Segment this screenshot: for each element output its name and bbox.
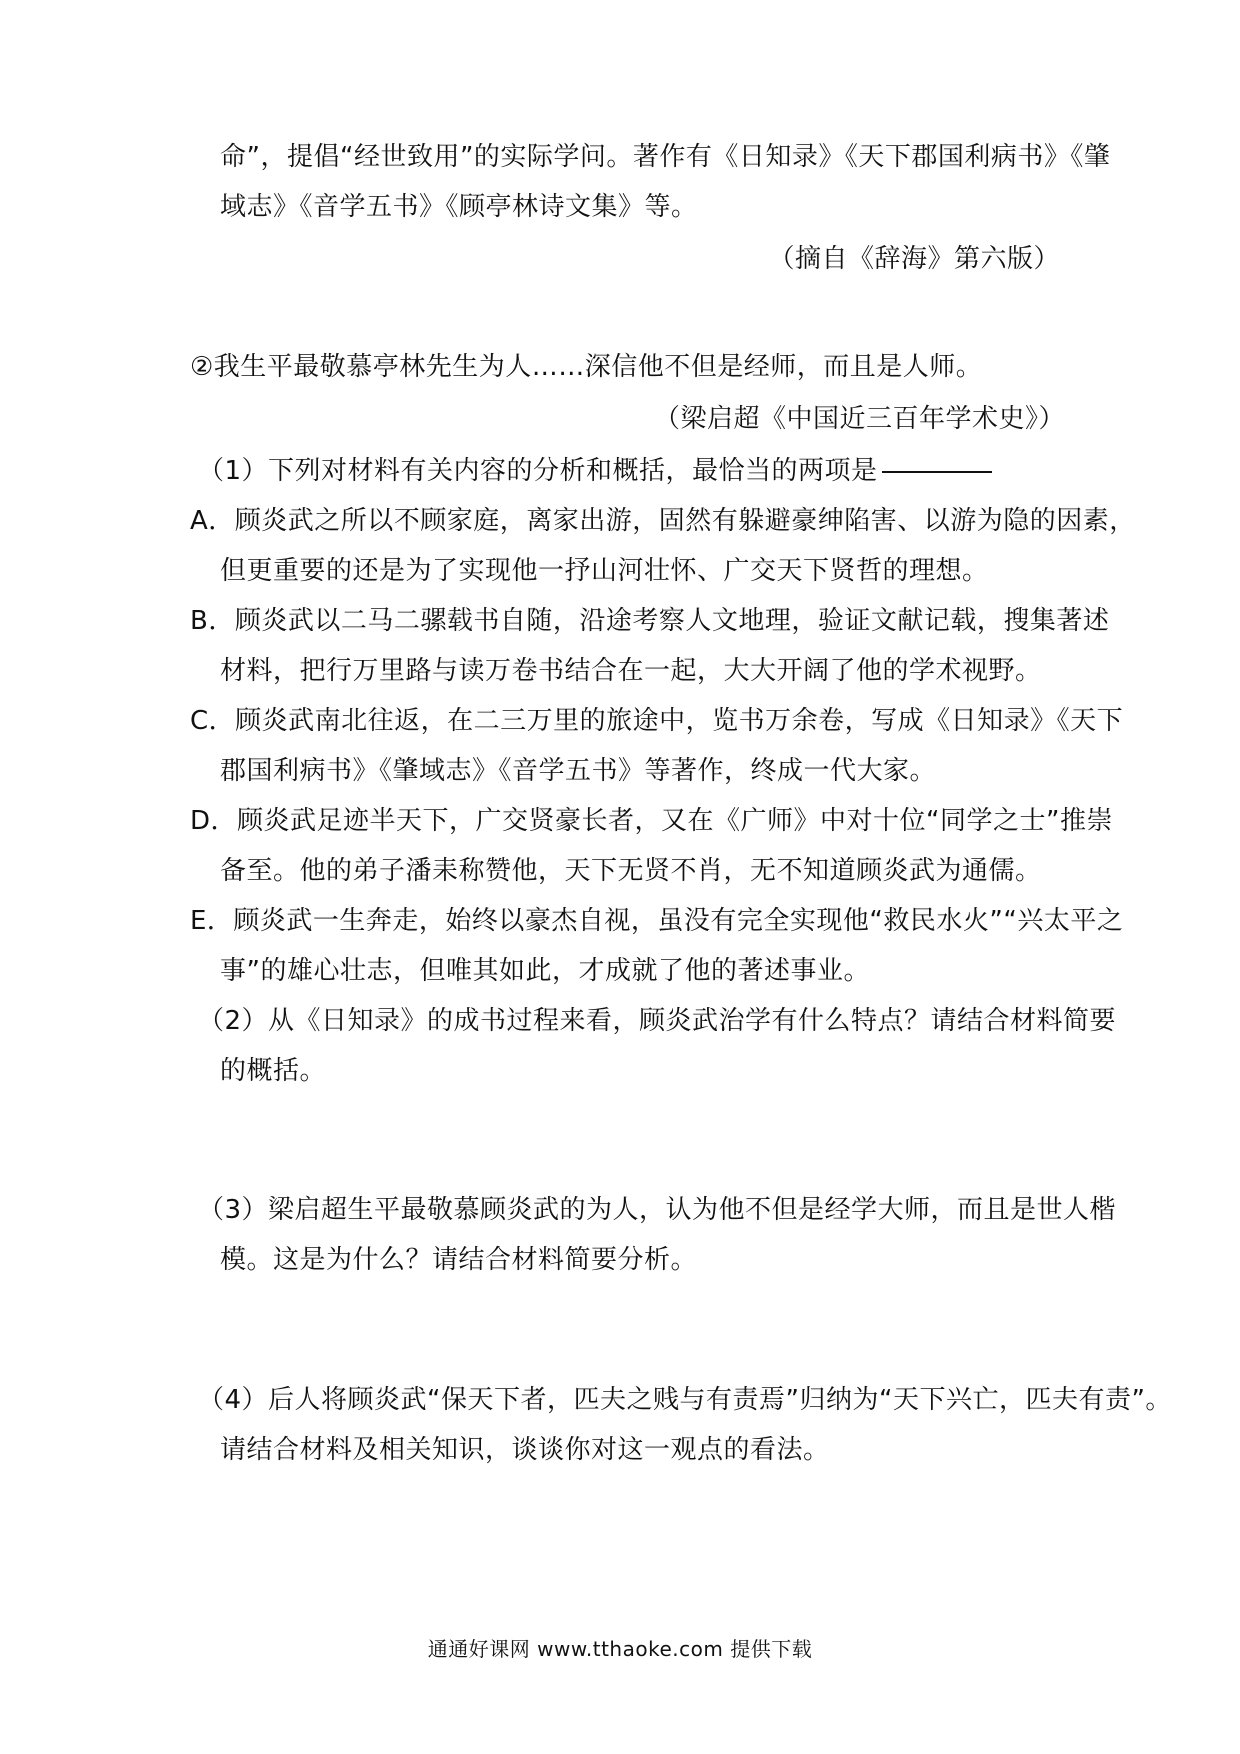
option-a-line1: A．顾炎武之所以不顾家庭，离家出游，固然有躲避豪绅陷害、以游为隐的因素， [190, 506, 1136, 536]
question3-line1: （3）梁启超生平最敬慕顾炎武的为人，认为他不但是经学大师，而且是世人楷 [198, 1195, 1117, 1225]
option-e-line2: 事”的雄心壮志，但唯其如此，才成就了他的著述事业。 [220, 956, 870, 986]
option-c-line1: C．顾炎武南北往返，在二三万里的旅途中，览书万余卷，写成《日知录》《天下 [190, 706, 1124, 736]
material2-text: ②我生平最敬慕亭林先生为人……深信他不但是经师，而且是人师。 [190, 352, 983, 382]
option-c-line2: 郡国利病书》《肇域志》《音学五书》等著作，终成一代大家。 [220, 756, 937, 786]
question1-stem [198, 455, 992, 489]
option-b-line2: 材料，把行万里路与读万卷书结合在一起，大大开阔了他的学术视野。 [220, 656, 1042, 686]
material2-source: （梁启超《中国近三百年学术史》） [653, 404, 1065, 434]
question4-line1: （4）后人将顾炎武“保天下者，匹夫之贱与有责焉”归纳为“天下兴亡，匹夫有责”。 [198, 1385, 1172, 1415]
question2-line1: （2）从《日知录》的成书过程来看，顾炎武治学有什么特点？请结合材料简要 [198, 1006, 1117, 1036]
material1-line2: 域志》《音学五书》《顾亭林诗文集》等。 [220, 192, 698, 222]
material1-source: （摘自《辞海》第六版） [768, 244, 1060, 274]
question2-line2: 的概括。 [220, 1056, 327, 1086]
option-e-line1: E．顾炎武一生奔走，始终以豪杰自视，虽没有完全实现他“救民水火”“兴太平之 [190, 906, 1124, 936]
option-a-line2: 但更重要的还是为了实现他一抒山河壮怀、广交天下贤哲的理想。 [220, 556, 989, 586]
material1-line1: 命”，提倡“经世致用”的实际学问。著作有《日知录》《天下郡国利病书》《肇 [220, 142, 1111, 172]
option-d-line1: D．顾炎武足迹半天下，广交贤豪长者，又在《广师》中对十位“同学之士”推崇 [190, 806, 1113, 836]
question4-line2: 请结合材料及相关知识，谈谈你对这一观点的看法。 [220, 1435, 830, 1465]
footer: 通通好课网 www.tthaoke.com 提供下载 [427, 1637, 813, 1661]
question1-stem-text: （1）下列对材料有关内容的分析和概括，最恰当的两项是 [198, 456, 878, 486]
option-d-line2: 备至。他的弟子潘耒称赞他，天下无贤不肖，无不知道顾炎武为通儒。 [220, 856, 1042, 886]
option-b-line1: B．顾炎武以二马二骡载书自随，沿途考察人文地理，验证文献记载，搜集著述 [190, 606, 1110, 636]
question3-line2: 模。这是为什么？请结合材料简要分析。 [220, 1245, 698, 1275]
answer-blank[interactable] [882, 470, 992, 473]
